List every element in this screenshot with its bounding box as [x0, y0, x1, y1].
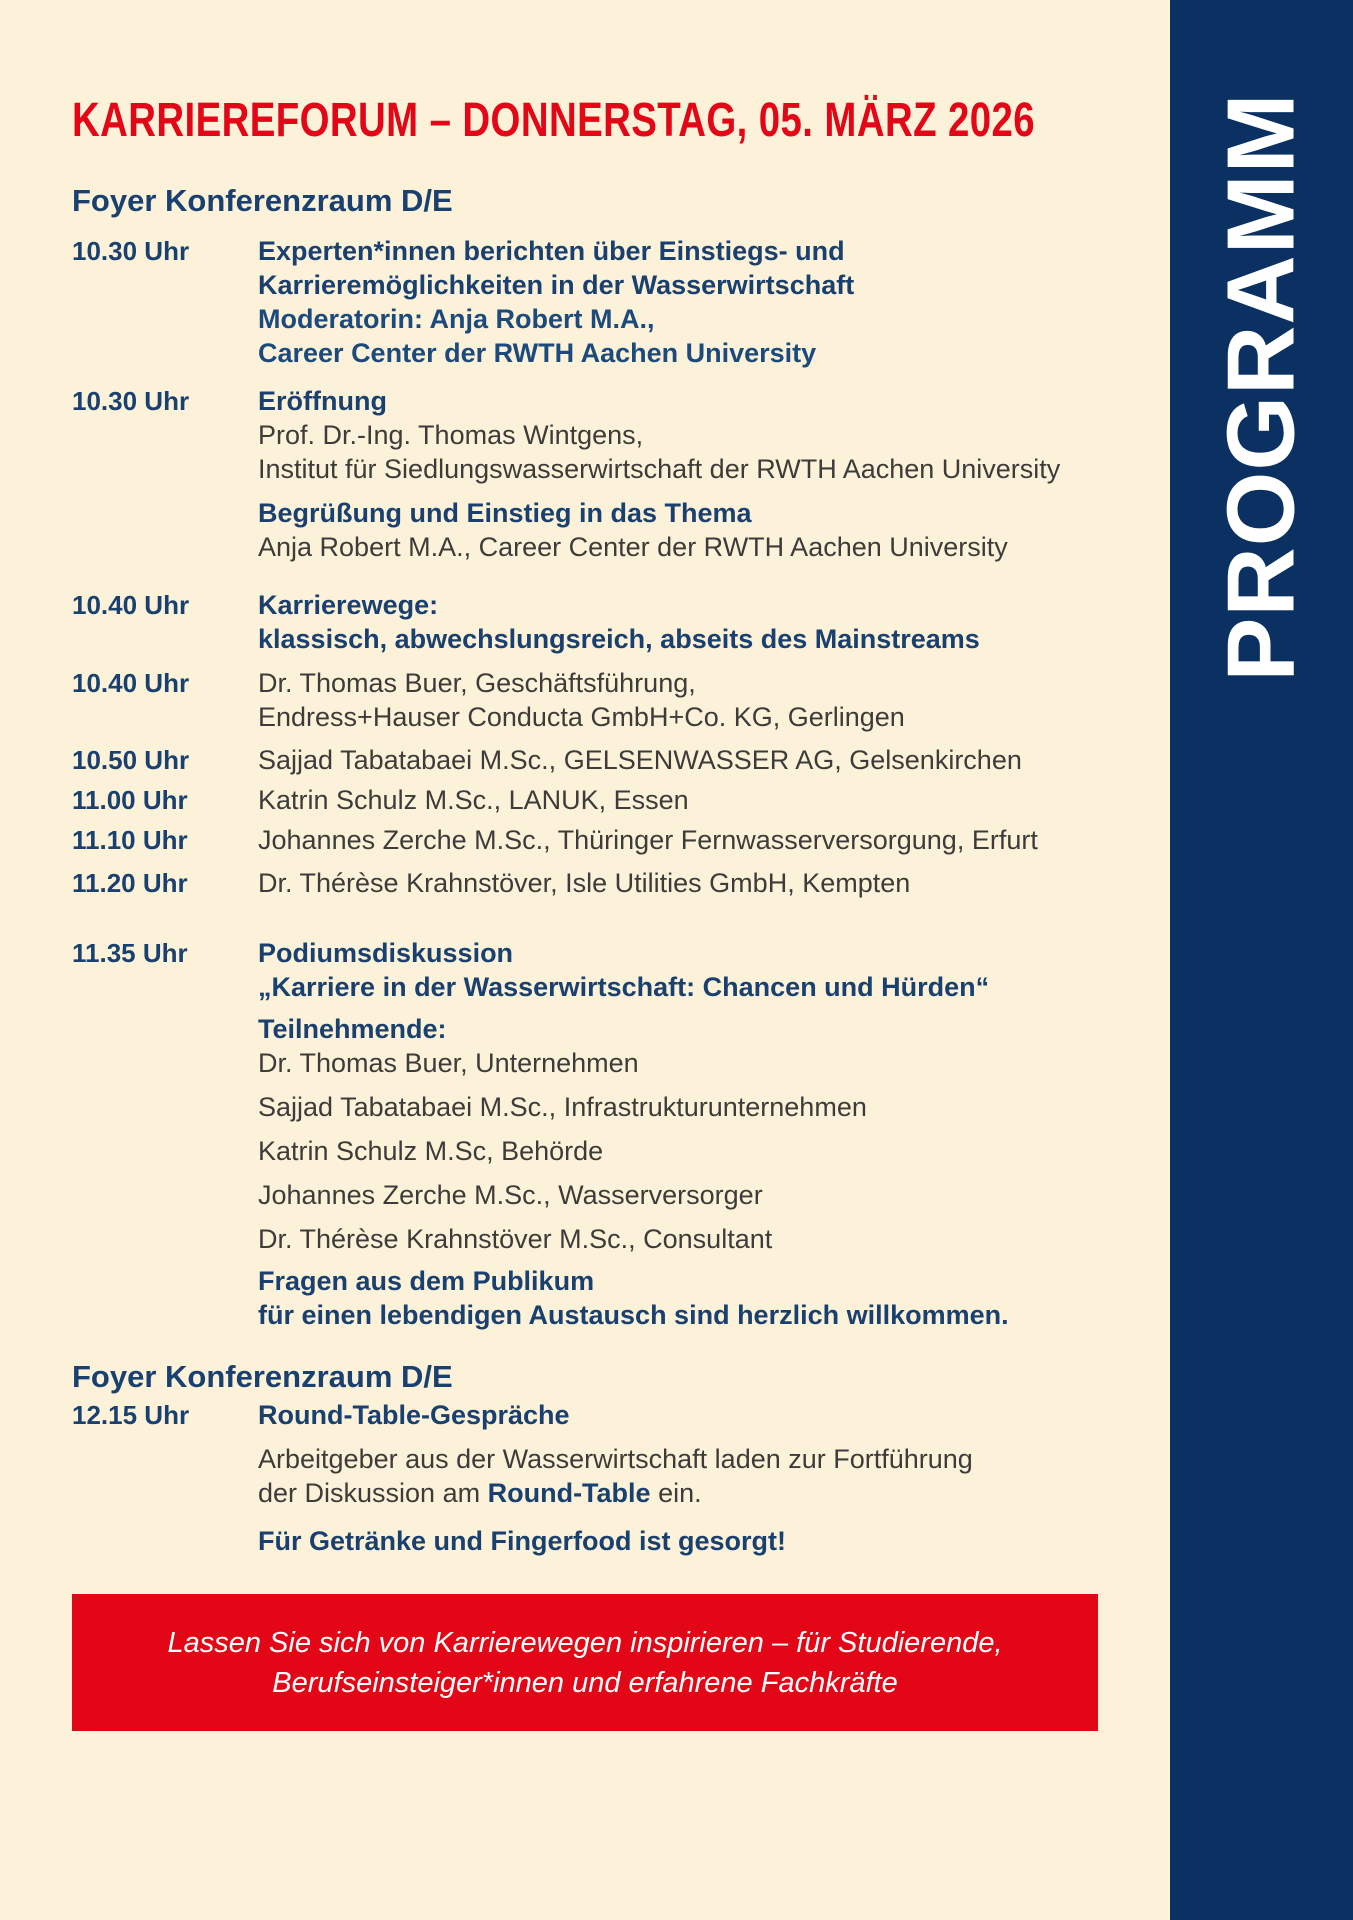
schedule-line: Endress+Hauser Conducta GmbH+Co. KG, Gerlingen — [258, 702, 905, 732]
schedule-line: „Karriere in der Wasserwirtschaft: Chancen und Hürden“ — [258, 972, 990, 1002]
time-label: 11.10 Uhr — [72, 825, 188, 855]
schedule-line: Dr. Thomas Buer, Geschäftsführung, — [258, 668, 696, 698]
schedule-row — [72, 936, 1170, 1332]
schedule-line: Career Center der RWTH Aachen University — [258, 338, 817, 368]
schedule-line: Eröffnung — [258, 386, 387, 416]
schedule-line: Begrüßung und Einstieg in das Thema — [258, 498, 752, 528]
schedule-line: Katrin Schulz M.Sc., LANUK, Essen — [258, 785, 689, 815]
time-label: 11.00 Uhr — [72, 785, 188, 815]
schedule-row — [72, 588, 1170, 656]
programm-label: PROGRAMM — [1207, 92, 1315, 682]
schedule-row-lines — [258, 783, 1170, 817]
schedule-line-segment: der Diskussion am — [258, 1478, 488, 1508]
time-label: 10.40 Uhr — [72, 590, 190, 620]
schedule-row-lines — [258, 234, 1170, 370]
schedule-line: Round-Table-Gespräche — [258, 1400, 570, 1430]
schedule-row — [72, 666, 1170, 734]
schedule-line: Prof. Dr.-Ing. Thomas Wintgens, — [258, 420, 644, 450]
time-label: 12.15 Uhr — [72, 1400, 190, 1430]
schedule-row — [72, 234, 1170, 370]
schedule-row-lines — [258, 588, 1170, 656]
schedule-line: Fragen aus dem Publikum — [258, 1266, 595, 1296]
schedule-line: für einen lebendigen Austausch sind herzlich willkommen. — [258, 1300, 1009, 1330]
schedule-line — [258, 1476, 1170, 1510]
schedule-row-lines — [258, 823, 1170, 857]
schedule-line: Für Getränke und Fingerfood ist gesorgt! — [258, 1526, 787, 1556]
schedule-line: Moderatorin: Anja Robert M.A., — [258, 304, 655, 334]
schedule-line: Institut für Siedlungswasserwirtschaft der RWTH Aachen University — [258, 454, 1061, 484]
schedule — [72, 182, 1170, 1558]
schedule-row-lines — [258, 743, 1170, 777]
banner — [72, 1594, 1098, 1731]
schedule-line: klassisch, abwechslungsreich, abseits des Mainstreams — [258, 624, 980, 654]
schedule-line: Sajjad Tabatabaei M.Sc., GELSENWASSER AG, Gelsenkirchen — [258, 745, 1022, 775]
schedule-line: Anja Robert M.A., Career Center der RWTH Aachen University — [258, 532, 1008, 562]
schedule-row-lines — [258, 666, 1170, 734]
schedule-line-segment: Round-Table — [487, 1478, 651, 1508]
schedule-row-lines — [258, 1398, 1170, 1558]
schedule-line: Arbeitgeber aus der Wasserwirtschaft laden zur Fortführung — [258, 1444, 973, 1474]
schedule-line: Karrieremöglichkeiten in der Wasserwirtschaft — [258, 270, 855, 300]
schedule-row — [72, 823, 1170, 857]
schedule-row — [72, 1398, 1170, 1558]
time-label: 11.20 Uhr — [72, 868, 188, 898]
schedule-row — [72, 384, 1170, 564]
schedule-line: Dr. Thérèse Krahnstöver, Isle Utilities GmbH, Kempten — [258, 868, 911, 898]
page-title: KARRIEREFORUM – DONNERSTAG, 05. MÄRZ 2026 — [72, 94, 1036, 147]
time-label: 10.40 Uhr — [72, 668, 190, 698]
banner-line: Lassen Sie sich von Karrierewegen inspirieren – für Studierende, — [167, 1626, 1003, 1659]
programm-sidebar — [1170, 0, 1353, 1920]
schedule-row — [72, 866, 1170, 900]
schedule-row-lines — [258, 936, 1170, 1332]
schedule-line: Podiumsdiskussion — [258, 938, 514, 968]
schedule-row — [72, 783, 1170, 817]
schedule-row-lines — [258, 384, 1170, 564]
schedule-line: Katrin Schulz M.Sc, Behörde — [258, 1136, 604, 1166]
schedule-line: Teilnehmende: — [258, 1014, 447, 1044]
schedule-row — [72, 743, 1170, 777]
schedule-line: Dr. Thérèse Krahnstöver M.Sc., Consultant — [258, 1224, 773, 1254]
banner-line: Berufseinsteiger*innen und erfahrene Fachkräfte — [272, 1666, 898, 1699]
programm-vertical-text — [1170, 92, 1353, 682]
schedule-row-lines — [258, 866, 1170, 900]
schedule-line: Johannes Zerche M.Sc., Thüringer Fernwasserversorgung, Erfurt — [258, 825, 1038, 855]
time-label: 10.30 Uhr — [72, 386, 190, 416]
schedule-line: Dr. Thomas Buer, Unternehmen — [258, 1048, 639, 1078]
schedule-line: Experten*innen berichten über Einstiegs- und — [258, 236, 845, 266]
schedule-line: Karrierewege: — [258, 590, 439, 620]
schedule-line: Sajjad Tabatabaei M.Sc., Infrastrukturunternehmen — [258, 1092, 867, 1122]
venue-heading: Foyer Konferenzraum D/E — [72, 183, 453, 218]
venue-heading: Foyer Konferenzraum D/E — [72, 1359, 453, 1394]
schedule-line-segment: ein. — [650, 1478, 702, 1508]
schedule-line: Johannes Zerche M.Sc., Wasserversorger — [258, 1180, 763, 1210]
time-label: 11.35 Uhr — [72, 938, 188, 968]
time-label: 10.30 Uhr — [72, 236, 190, 266]
time-label: 10.50 Uhr — [72, 745, 190, 775]
